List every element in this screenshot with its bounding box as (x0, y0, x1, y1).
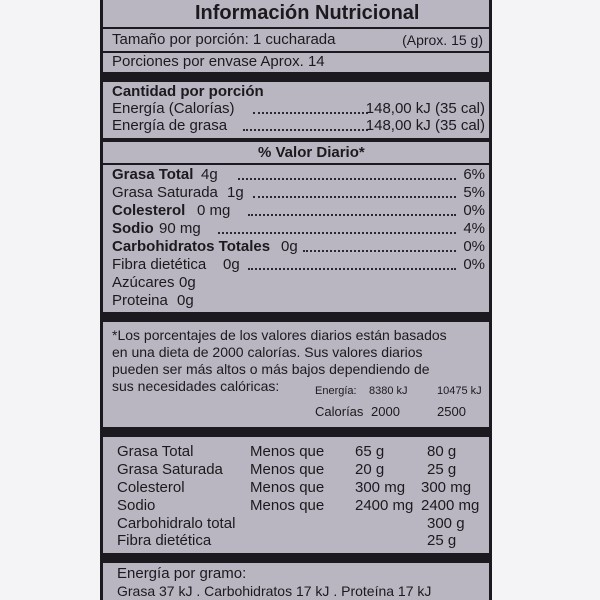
nutrition-label (100, 0, 492, 600)
nutrient-amount: 0g (179, 274, 196, 291)
limit-2000: 65 g (355, 443, 385, 460)
diet-energy-2500: 10475 kJ (437, 385, 482, 397)
energy-label: Energía (Calorías) (112, 100, 235, 117)
limit-2500: 300 mg (421, 479, 472, 496)
limit-condition: Menos que (250, 479, 325, 496)
nutrient-amount: 0 mg (197, 202, 231, 219)
nutrient-amount: 1g (227, 184, 244, 201)
nutrient-name: Colesterol (112, 202, 186, 219)
leader-dots (248, 268, 456, 270)
divider (103, 163, 489, 165)
nutrient-pct: 0% (463, 238, 485, 255)
daily-value-header: % Valor Diario* (258, 144, 365, 161)
amount-per-serving: Cantidad por porción (112, 83, 264, 100)
limit-condition: Menos que (250, 443, 325, 460)
serving-size: Tamaño por porción: 1 cucharada (112, 31, 336, 48)
nutrient-pct: 4% (463, 220, 485, 237)
nutrient-pct: 0% (463, 202, 485, 219)
nutrient-pct: 6% (463, 166, 485, 183)
leader-dots (253, 112, 368, 114)
divider (103, 27, 489, 29)
limit-2500: 25 g (427, 461, 457, 478)
leader-dots (238, 178, 456, 180)
limit-2000: 20 g (355, 461, 385, 478)
footnote-line: en una dieta de 2000 calorías. Sus valores diarios (112, 344, 423, 360)
energy-per-gram-label: Energía por gramo: (117, 565, 247, 582)
limit-name: Sodio (117, 497, 156, 514)
label-title: Información Nutricional (195, 2, 420, 24)
limit-2500: 2400 mg (421, 497, 480, 514)
diet-calories-2500: 2500 (437, 404, 466, 419)
diet-calories-label: Calorías (315, 404, 364, 419)
nutrient-amount: 0g (177, 292, 194, 309)
nutrient-pct: 0% (463, 256, 485, 273)
leader-dots (303, 250, 456, 252)
limit-name: Fibra dietética (117, 532, 212, 549)
limit-name: Grasa Total (117, 443, 194, 460)
nutrient-name: Proteina (112, 292, 168, 309)
limit-2500: 25 g (427, 532, 457, 549)
limit-condition: Menos que (250, 461, 325, 478)
diet-calories-2000: 2000 (371, 404, 400, 419)
nutrient-name: Sodio (112, 220, 154, 237)
servings-per-container: Porciones por envase Aprox. 14 (112, 53, 325, 70)
limit-name: Grasa Saturada (117, 461, 223, 478)
energy-value: 148,00 kJ (35 cal) (365, 100, 485, 117)
nutrient-name: Grasa Total (112, 166, 194, 183)
serving-approx: (Aprox. 15 g) (402, 32, 483, 48)
leader-dots (253, 196, 456, 198)
leader-dots (218, 232, 456, 234)
footnote-line: pueden ser más altos o más bajos dependiendo de (112, 361, 430, 377)
limit-name: Carbohidralo total (117, 515, 236, 532)
leader-dots (243, 129, 368, 131)
divider (103, 553, 489, 563)
nutrient-pct: 5% (463, 184, 485, 201)
footnote-line: *Los porcentajes de los valores diarios están basados (112, 327, 447, 343)
energy-fat-value: 148,00 kJ (35 cal) (365, 117, 485, 134)
divider (103, 72, 489, 82)
nutrient-name: Grasa Saturada (112, 184, 218, 201)
footnote-line: sus necesidades calóricas: (112, 378, 280, 394)
divider (103, 312, 489, 322)
nutrient-amount: 0g (223, 256, 240, 273)
limit-condition: Menos que (250, 497, 325, 514)
divider (103, 427, 489, 437)
energy-fat-label: Energía de grasa (112, 117, 228, 134)
limit-2000: 2400 mg (355, 497, 414, 514)
limit-name: Colesterol (117, 479, 185, 496)
nutrient-name: Fibra dietética (112, 256, 207, 273)
energy-per-gram-values: Grasa 37 kJ . Carbohidratos 17 kJ . Proteína 17 kJ (117, 583, 432, 599)
diet-energy-label: Energía: (315, 385, 357, 397)
limit-2000: 300 mg (355, 479, 406, 496)
limit-2500: 80 g (427, 443, 457, 460)
diet-energy-2000: 8380 kJ (369, 385, 408, 397)
nutrient-name: Carbohidratos Totales (112, 238, 271, 255)
limit-2500: 300 g (427, 515, 465, 532)
nutrient-amount: 0g (281, 238, 298, 255)
leader-dots (248, 214, 456, 216)
nutrient-amount: 90 mg (159, 220, 201, 237)
nutrient-name: Azúcares (112, 274, 175, 291)
divider (103, 138, 489, 142)
nutrient-amount: 4g (201, 166, 218, 183)
